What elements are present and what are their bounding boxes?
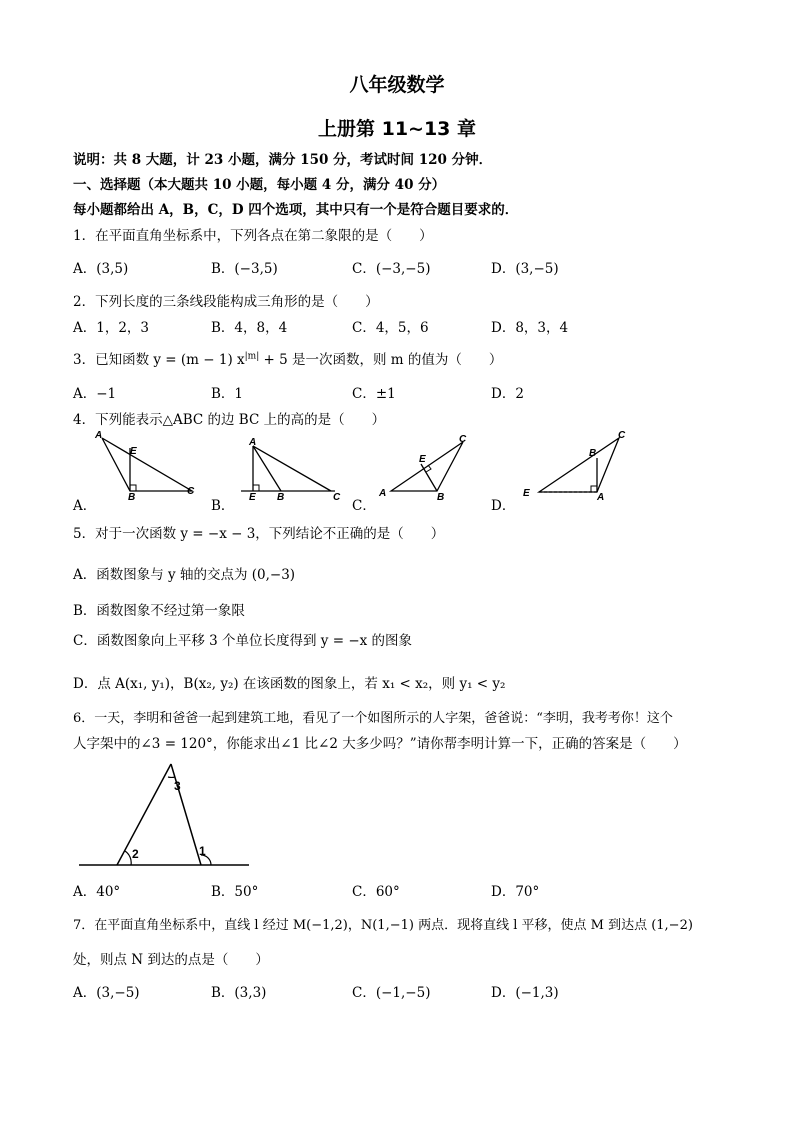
- fig-c-label-c: C: [459, 434, 467, 445]
- fig-c-label-e: E: [419, 454, 426, 465]
- question-4-stem: 4．下列能表示△ABC 的边 BC 上的高的是（ ）: [73, 412, 386, 428]
- angle-1-label: 1: [199, 844, 206, 858]
- question-3-option-d: D．2: [491, 386, 524, 402]
- question-4-figure-a: [92, 428, 202, 500]
- question-4-figure-b: [235, 436, 355, 502]
- question-4-option-b: B．: [211, 498, 235, 514]
- fig-d-label-e: E: [523, 488, 530, 499]
- question-2-option-c: C．4，5，6: [352, 320, 429, 336]
- page-title: 八年级数学: [349, 74, 445, 96]
- question-5-stem: 5．对于一次函数 y = −x − 3，下列结论不正确的是（ ）: [73, 526, 445, 542]
- question-5-option-a: A．函数图象与 y 轴的交点为 (0,−3): [73, 567, 296, 583]
- question-1-option-b: B．(−3,5): [211, 261, 278, 277]
- question-4-option-c: C．: [352, 498, 376, 514]
- question-3-option-b: B．1: [211, 386, 244, 402]
- question-6-option-d: D．70°: [491, 884, 540, 900]
- question-7-option-a: A．(3,−5): [73, 985, 140, 1001]
- question-6-option-a: A．40°: [73, 884, 121, 900]
- question-1-option-c: C．(−3,−5): [352, 261, 431, 277]
- question-6-line-2: 人字架中的∠3 = 120°，你能求出∠1 比∠2 大多少吗？”请你帮李明计算一下，正确的答案是（ ）: [73, 736, 687, 752]
- question-3-option-c: C．±1: [352, 386, 396, 402]
- fig-a-label-b: B: [128, 492, 136, 500]
- fig-b-label-a: A: [249, 437, 257, 448]
- fig-d-label-a: A: [597, 492, 605, 500]
- question-4-figure-c: [375, 434, 480, 500]
- question-6-figure-ladder: [73, 760, 253, 872]
- question-6-option-b: B．50°: [211, 884, 259, 900]
- fig-d-label-c: C: [618, 430, 626, 441]
- question-1-option-d: D．(3,−5): [491, 261, 559, 277]
- question-7-line-2: 处，则点 N 到达的点是（ ）: [73, 952, 269, 968]
- question-3-exponent: |m|: [244, 351, 260, 362]
- exam-note: 说明：共 8 大题，计 23 小题，满分 150 分，考试时间 120 分钟．: [73, 152, 493, 168]
- question-7-option-c: C．(−1,−5): [352, 985, 431, 1001]
- fig-c-label-a: A: [379, 488, 387, 499]
- question-6-line-1: 6．一天，李明和爸爸一起到建筑工地，看见了一个如图所示的人字架，爸爸说：“李明，我考考你！这个: [73, 711, 673, 726]
- angle-2-label: 2: [132, 847, 139, 861]
- fig-b-label-e: E: [249, 492, 256, 502]
- fig-a-label-e: E: [130, 446, 137, 457]
- question-3-stem: [73, 348, 502, 368]
- question-5-option-d: D．点 A(x₁, y₁)，B(x₂, y₂) 在该函数的图象上，若 x₁ < x₂，则 y₁ < y₂: [73, 676, 506, 692]
- question-2-option-d: D．8，3，4: [491, 320, 569, 336]
- question-1-option-a: A．(3,5): [73, 261, 129, 277]
- question-7-option-b: B．(3,3): [211, 985, 267, 1001]
- question-2-option-a: A．1，2，3: [73, 320, 150, 336]
- question-6-option-c: C．60°: [352, 884, 400, 900]
- question-2-stem: 2．下列长度的三条线段能构成三角形的是（ ）: [73, 294, 379, 310]
- question-4-figure-d: [515, 428, 635, 500]
- question-5-option-b: B．函数图象不经过第一象限: [73, 603, 245, 619]
- fig-d-label-b: B: [589, 448, 597, 459]
- question-7-line-1: 7．在平面直角坐标系中，直线 l 经过 M(−1,2)，N(1,−1) 两点．现将直线 l 平移，使点 M 到达点 (1,−2): [73, 918, 693, 933]
- question-3-stem-after: + 5 是一次函数，则 m 的值为（ ）: [259, 352, 503, 368]
- fig-b-label-b: B: [277, 492, 285, 502]
- question-5-option-c: C．函数图象向上平移 3 个单位长度得到 y = −x 的图象: [73, 633, 413, 649]
- question-3-option-a: A．−1: [73, 386, 117, 402]
- fig-b-label-c: C: [333, 492, 341, 502]
- question-2-option-b: B．4，8，4: [211, 320, 288, 336]
- page-subtitle: 上册第 11~13 章: [317, 118, 477, 140]
- question-3-stem-before: 3．已知函数 y = (m − 1) x: [73, 352, 245, 368]
- section-heading: 一、选择题（本大题共 10 小题，每小题 4 分，满分 40 分）: [73, 177, 446, 193]
- fig-a-label-c: C: [187, 486, 195, 497]
- fig-a-label-a: A: [95, 430, 103, 441]
- question-4-option-d: D．: [491, 498, 516, 514]
- question-1-stem: 1．在平面直角坐标系中，下列各点在第二象限的是（ ）: [73, 228, 433, 244]
- fig-c-label-b: B: [437, 492, 445, 500]
- angle-3-label: 3: [174, 779, 181, 793]
- question-7-option-d: D．(−1,3): [491, 985, 559, 1001]
- section-instruction: 每小题都给出 A，B，C，D 四个选项，其中只有一个是符合题目要求的．: [73, 202, 519, 218]
- question-4-option-a: A．: [73, 498, 97, 514]
